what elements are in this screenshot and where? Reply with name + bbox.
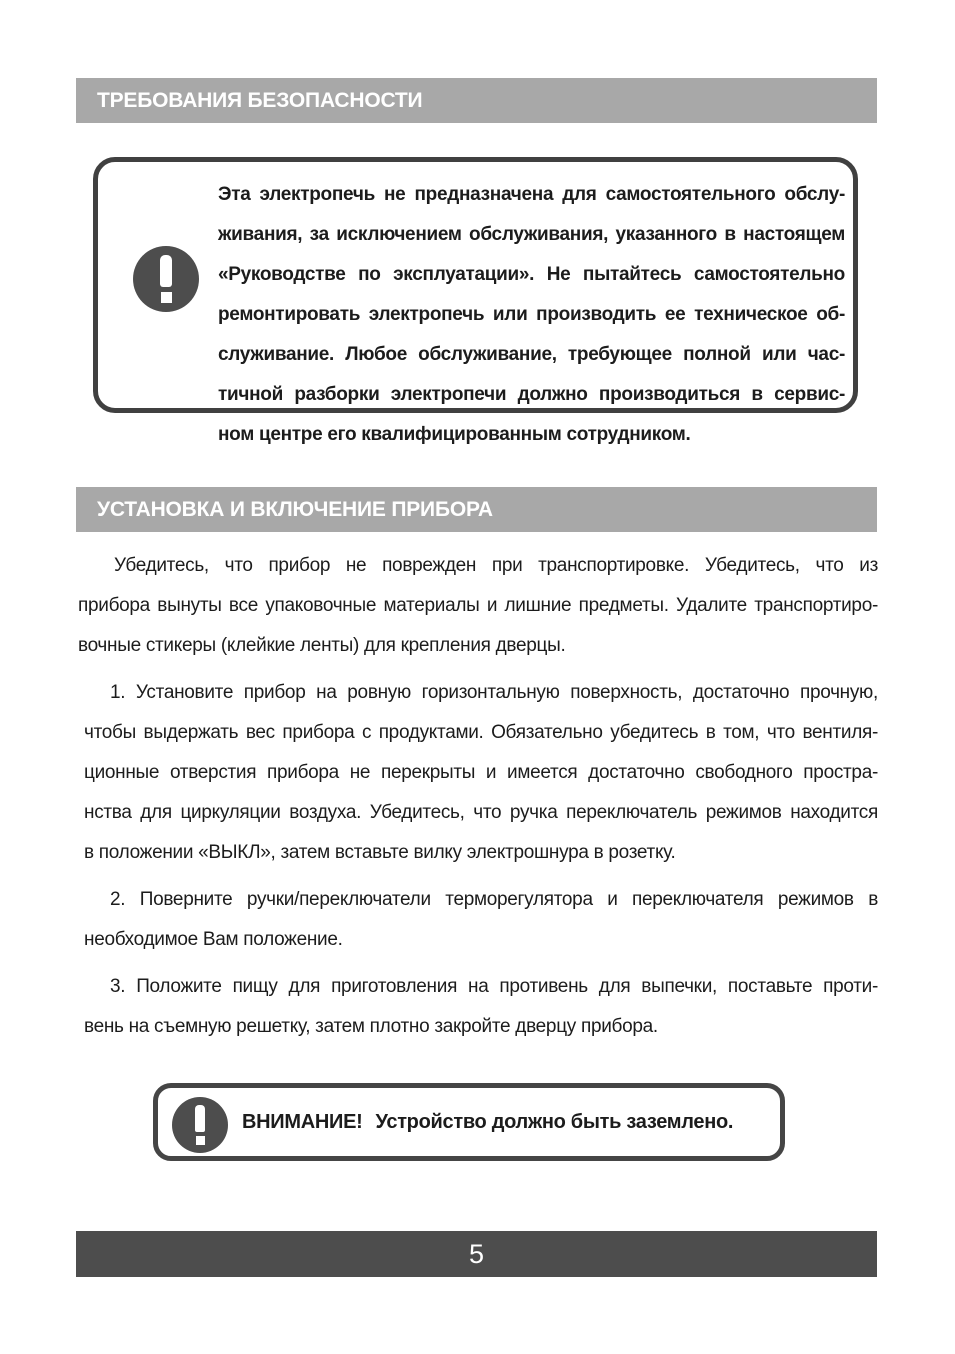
paragraph-step-2 [78,880,878,960]
body-line: 1. Установите прибор на ровную горизонтальную поверхность, достаточно прочную, [110,682,878,703]
body-line: прибора вынуты все упаковочные материалы и лишние предметы. Удалите транспортиро- [78,595,878,616]
warning-text [218,178,845,458]
body-line: 2. Поверните ручки/переключатели терморегулятора и переключателя режимов в [110,889,878,910]
body-line: в положении «ВЫКЛ», затем вставьте вилку электрошнура в розетку. [84,842,676,863]
paragraph-step-1 [78,673,878,873]
body-line: нства для циркуляции воздуха. Убедитесь, что ручка переключатель режимов находится [84,802,878,823]
body-line: необходимое Вам положение. [84,929,343,950]
warning-box-top [93,157,858,445]
body-line: вень на съемную решетку, затем плотно закройте дверцу прибора. [84,1016,658,1037]
warning-box-bottom [153,1083,785,1161]
body-line: чтобы выдержать вес прибора с продуктами. Обязательно убедитесь в том, что вентиля- [84,722,878,743]
warning-text-line: ном центре его квалифицированным сотрудником. [218,424,691,445]
exclamation-icon [133,246,199,312]
warning-text-line: Эта электропечь не предназначена для самостоятельного обслу- [218,184,845,205]
warning-text-line: тичной разборки электропечи должно производиться в сервис- [218,384,845,405]
page-footer [76,1231,877,1277]
warning-text-line: живания, за исключением обслуживания, указанного в настоящем [218,224,845,245]
warning-text-line: ремонтировать электропечь или производить ее техническое об- [218,304,845,325]
body-line: 3. Положите пищу для приготовления на противень для выпечки, поставьте проти- [110,976,878,997]
attention-message: Устройство должно быть заземлено. [375,1110,734,1133]
section-header-install: УСТАНОВКА И ВКЛЮЧЕНИЕ ПРИБОРА [76,487,877,532]
paragraph-step-3 [78,967,878,1047]
body-line: вочные стикеры (клейкие ленты) для крепления дверцы. [78,635,566,656]
warning-text-line: «Руководстве по эксплуатации». Не пытайтесь самостоятельно [218,264,845,285]
body-line: ционные отверстия прибора не перекрыты и имеется достаточно свободного простра- [84,762,878,783]
attention-text [242,1088,733,1156]
section-header-safety: ТРЕБОВАНИЯ БЕЗОПАСНОСТИ [76,78,877,123]
warning-text-line: служивание. Любое обслуживание, требующее полной или час- [218,344,845,365]
exclamation-icon [172,1097,228,1153]
body-line: Убедитесь, что прибор не поврежден при транспортировке. Убедитесь, что из [114,555,878,576]
install-section-body [78,546,878,1054]
page-number: 5 [468,1238,485,1269]
paragraph-intro [78,546,878,666]
attention-label: ВНИМАНИЕ! [242,1110,363,1133]
